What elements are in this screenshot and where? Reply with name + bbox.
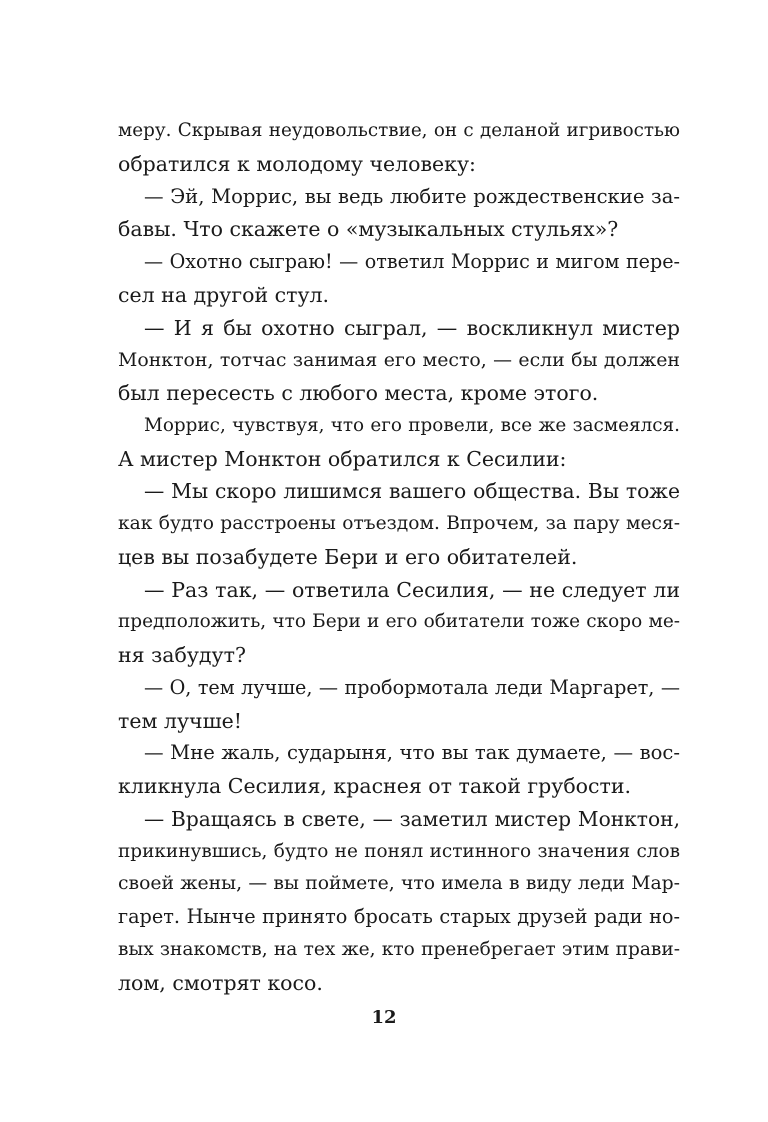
text-line: гарет. Нынче принято бросать старых друзей ради но- — [118, 905, 680, 928]
text-line: тем лучше! — [118, 708, 243, 733]
text-line: сел на другой стул. — [118, 282, 330, 307]
text-line: — О, тем лучше, — пробормотала леди Маргарет, — — [144, 675, 680, 699]
text-line: Моррис, чувствуя, что его провели, все же засмеялся. — [144, 414, 680, 436]
text-line: вых знакомств, на тех же, кто пренебрегает этим прави- — [118, 938, 680, 960]
text-line: кликнула Сесилия, краснея от такой грубости. — [118, 774, 632, 798]
body-text — [118, 115, 680, 999]
text-line: — Раз так, — ответила Сесилия, — не следует ли — [144, 577, 680, 602]
text-line: А мистер Монктон обратился к Сесилии: — [118, 446, 567, 471]
text-line: цев вы позабудете Бери и его обитателей. — [118, 544, 578, 569]
text-line: — Мы скоро лишимся вашего общества. Вы тоже — [144, 479, 680, 504]
text-line: лом, смотрят косо. — [118, 970, 323, 995]
text-line: — Охотно сыграю! — ответил Моррис и мигом пере- — [144, 250, 680, 273]
text-line: меру. Скрывая неудовольствие, он с деланой игривостью — [118, 120, 680, 141]
text-line: обратился к молодому человеку: — [118, 151, 476, 176]
text-line: был пересесть с любого места, кроме этого. — [118, 381, 599, 405]
text-line: Монктон, тотчас занимая его место, — если бы должен — [118, 349, 680, 372]
text-line: — Вращаясь в свете, — заметил мистер Монктон, — [144, 806, 680, 831]
text-line: ня забудут? — [118, 643, 246, 667]
text-line: предположить, что Бери и его обитатели тоже скоро ме- — [118, 611, 680, 633]
text-line: как будто расстроены отъездом. Впрочем, за пару меся- — [118, 513, 680, 534]
text-line: своей жены, — вы поймете, что имела в виду леди Мар- — [118, 873, 680, 895]
text-line: — И я бы охотно сыграл, — воскликнул мистер — [144, 315, 680, 340]
page-number: 12 — [371, 1007, 397, 1028]
text-line: бавы. Что скажете о «музыкальных стульях»? — [118, 217, 619, 242]
text-line: прикинувшись, будто не понял истинного значения слов — [118, 840, 680, 862]
text-line: — Эй, Моррис, вы ведь любите рождественские за- — [144, 184, 680, 208]
text-line: — Мне жаль, сударыня, что вы так думаете, — вос- — [144, 741, 680, 765]
